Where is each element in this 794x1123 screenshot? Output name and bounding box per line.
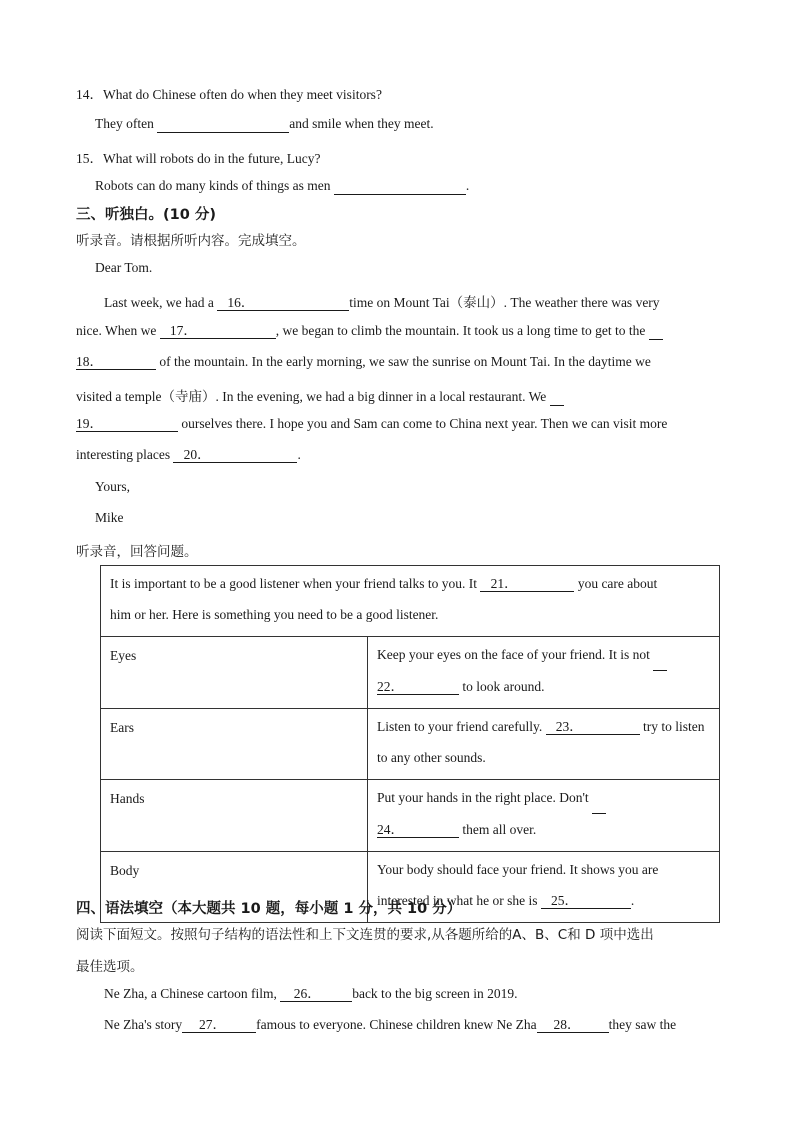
letter-line-5: 19． ourselves there. I hope you and Sam can come to China next year. Then we can visit more: [76, 416, 668, 431]
blank-19[interactable]: 19．: [76, 417, 178, 432]
table-row: [101, 709, 720, 780]
section-3-heading: 三、听独白。(10 分): [76, 207, 216, 223]
blank-16[interactable]: 16．: [217, 296, 349, 311]
answer-blank-15[interactable]: [334, 178, 466, 195]
table-instruction: 听录音，回答问题。: [76, 544, 198, 560]
blank-18[interactable]: 18．: [76, 355, 156, 370]
row-text: Your body should face your friend. It shows you are interested in what he or she is 25． .: [368, 852, 720, 923]
section-4-heading: 四、语法填空（本大题共 10 题，每小题 1 分，共 10 分）: [76, 901, 462, 917]
listening-table: [100, 565, 720, 923]
row-label: Body: [101, 852, 368, 923]
blank-26[interactable]: 26．: [280, 987, 352, 1002]
letter-line-3: 18． of the mountain. In the early morning, we saw the sunrise on Mount Tai. In the daytime we: [76, 354, 651, 369]
row-label: Hands: [101, 780, 368, 852]
blank-25[interactable]: 25．: [541, 894, 631, 909]
row-text: Put your hands in the right place. Don't 24． them all over.: [368, 780, 720, 852]
letter-line-6: interesting places 20． .: [76, 447, 301, 462]
blank-22[interactable]: 22．: [377, 680, 459, 695]
blank-20[interactable]: 20．: [173, 448, 297, 463]
section-4-instruction-2: 最佳选项。: [76, 959, 144, 975]
section-3-instruction: 听录音。请根据所听内容。完成填空。: [76, 233, 306, 249]
row-text: Keep your eyes on the face of your friend. It is not 22． to look around.: [368, 637, 720, 709]
blank-27[interactable]: 27．: [182, 1018, 256, 1033]
blank-24[interactable]: 24．: [377, 823, 459, 838]
row-label: Eyes: [101, 637, 368, 709]
table-row: [101, 637, 720, 709]
question-14: 14．What do Chinese often do when they meet visitors?: [76, 87, 382, 102]
answer-14: They often and smile when they meet.: [95, 116, 434, 131]
letter-line-2: nice. When we 17． , we began to climb the mountain. It took us a long time to get to the: [76, 323, 663, 340]
blank-23[interactable]: 23．: [546, 720, 640, 735]
table-intro: It is important to be a good listener when your friend talks to you. It 21． you care about him or her. Here is something you need to be a good listener.: [101, 566, 720, 637]
section-4-instruction-1: 阅读下面短文。按照句子结构的语法性和上下文连贯的要求,从各题所给的A、B、C和 D 项中选出: [76, 927, 654, 943]
passage-line-1: Ne Zha, a Chinese cartoon film, 26． back to the big screen in 2019.: [104, 986, 518, 1001]
question-15: 15．What will robots do in the future, Lucy?: [76, 151, 321, 166]
letter-line-1: Last week, we had a 16． time on Mount Tai（泰山）. The weather there was very: [104, 295, 660, 310]
blank-17[interactable]: 17．: [160, 324, 276, 339]
table-row: [101, 566, 720, 637]
blank-28[interactable]: 28．: [537, 1018, 609, 1033]
letter-closing: Yours,: [95, 479, 131, 494]
answer-15: Robots can do many kinds of things as men .: [95, 178, 470, 193]
blank-21[interactable]: 21．: [480, 577, 574, 592]
letter-signature: Mike: [95, 510, 124, 525]
row-text: Listen to your friend carefully. 23． try to listen to any other sounds.: [368, 709, 720, 780]
passage-line-2: Ne Zha's story 27． famous to everyone. Chinese children knew Ne Zha 28． they saw the: [104, 1017, 677, 1032]
row-label: Ears: [101, 709, 368, 780]
table-row: [101, 780, 720, 852]
letter-line-4: visited a temple（寺庙）. In the evening, we had a big dinner in a local restaurant. We: [76, 385, 564, 406]
answer-blank-14[interactable]: [157, 116, 289, 133]
letter-greeting: Dear Tom.: [95, 260, 153, 275]
